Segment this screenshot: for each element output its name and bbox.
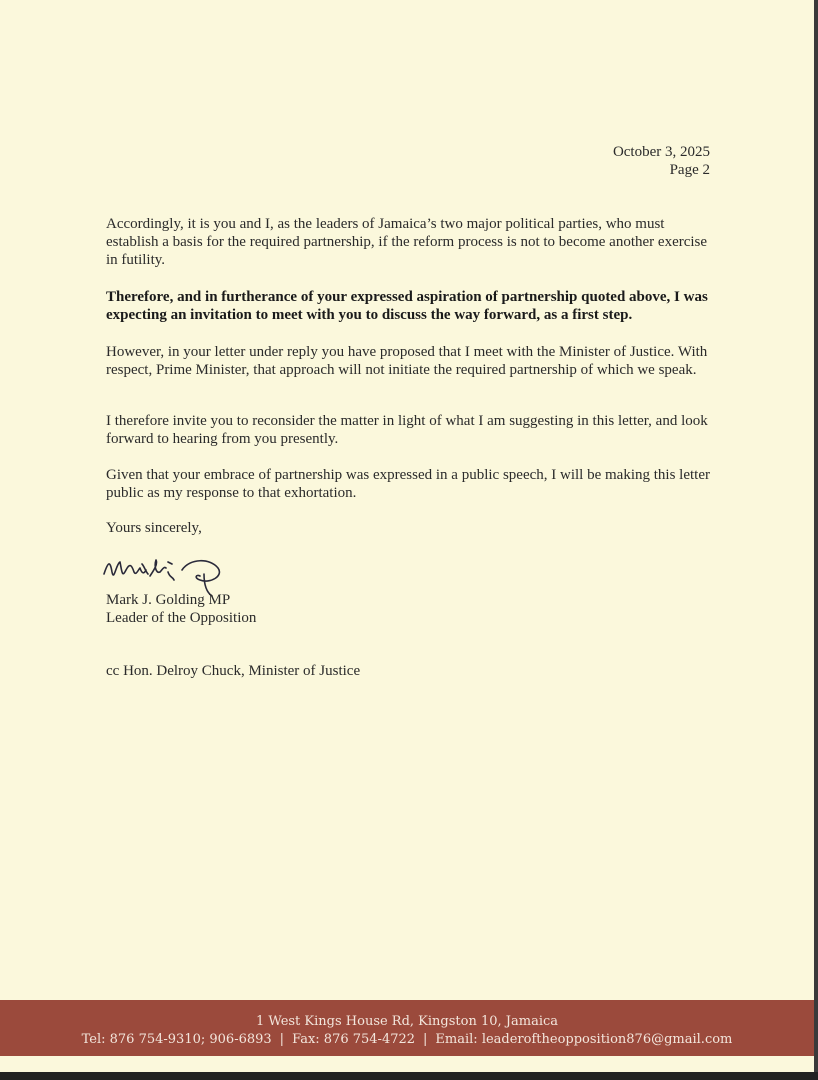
date-block (613, 143, 710, 179)
paragraph-1: Accordingly, it is you and I, as the leaders of Jamaica’s two major political parties, who must establish a basis for the required partnership, if the reform process is not to become another exercise in futility. (106, 216, 708, 268)
footer-fax: Fax: 876 754-4722 (292, 1032, 416, 1047)
signatory-title: Leader of the Opposition (106, 610, 257, 626)
footer-contacts (0, 1032, 814, 1047)
footer-band (0, 1000, 814, 1056)
cc-line: cc Hon. Delroy Chuck, Minister of Justice (106, 663, 361, 679)
signatory-name: Mark J. Golding MP (106, 592, 231, 608)
footer-address: 1 West Kings House Rd, Kingston 10, Jamaica (255, 1014, 559, 1029)
scan-edge-bottom (0, 1072, 818, 1080)
paragraph-2: Therefore, and in furtherance of your expressed aspiration of partnership quoted above, I was expecting an invitation to meet with you to discuss the way forward, as a first step. (106, 289, 708, 323)
letter-date: October 3, 2025 (612, 144, 710, 160)
scan-edge-right (814, 0, 818, 1080)
closing-salutation: Yours sincerely, (106, 520, 202, 536)
paragraph-3: However, in your letter under reply you have proposed that I meet with the Minister of Justice. With respect, Prime Minister, that approach will not initiate the required partnership of which we speak. (106, 344, 708, 378)
page-number: Page 2 (669, 162, 710, 178)
footer-tel: Tel: 876 754-9310; 906-6893 (81, 1032, 272, 1047)
footer-separator: | (279, 1032, 285, 1047)
paragraph-4: I therefore invite you to reconsider the matter in light of what I am suggesting in this letter, and look forward to hearing from you presently. (106, 413, 708, 447)
footer-email: Email: leaderoftheopposition876@gmail.com (435, 1032, 733, 1047)
paragraph-5: Given that your embrace of partnership was expressed in a public speech, I will be making this letter public as my response to that exhortation. (106, 467, 710, 501)
footer-separator: | (423, 1032, 428, 1047)
